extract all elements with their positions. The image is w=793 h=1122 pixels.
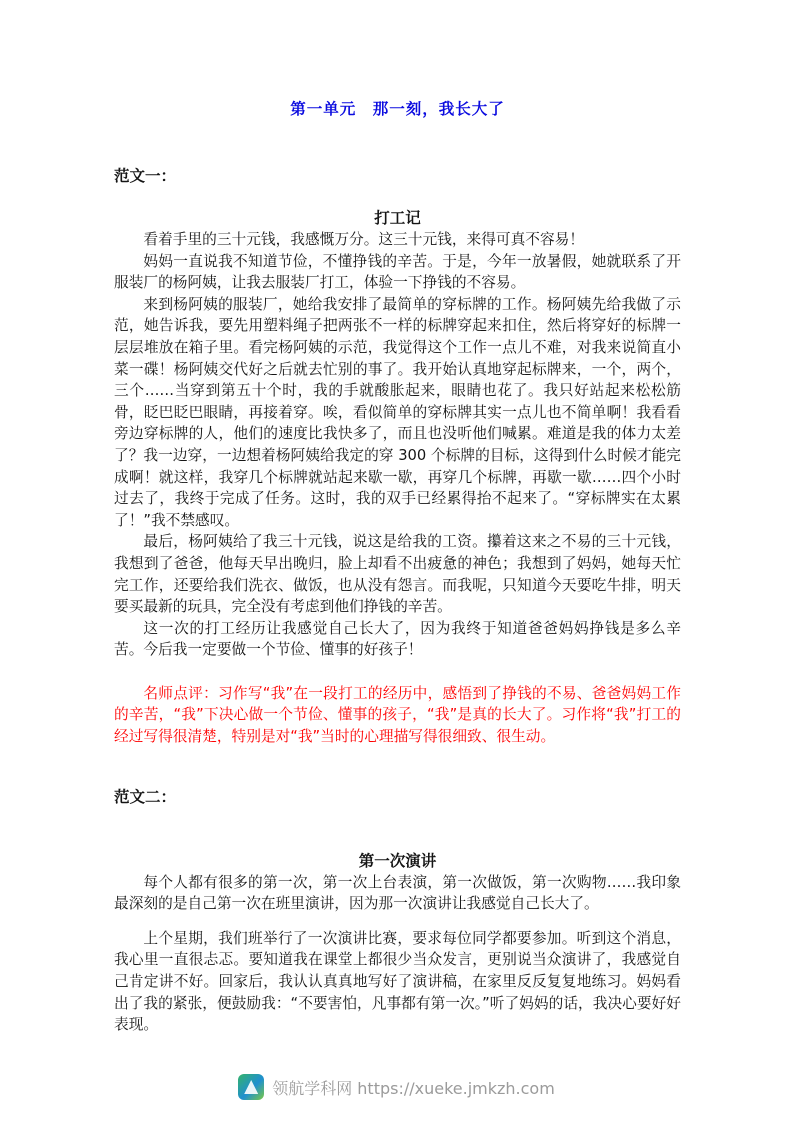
section-spacer <box>114 748 681 785</box>
essay1-title: 打工记 <box>374 209 421 227</box>
site-watermark-text: 领航学科网 https://xueke.jmkzh.com <box>272 1078 555 1098</box>
essay1-paragraph-5: 这一次的打工经历让我感觉自己长大了，因为我终于知道爸爸妈妈挣钱是多么辛苦。今后我一定要做一个节俭、懂事的好孩子！ <box>114 619 681 659</box>
essay2-paragraph-2: 上个星期，我们班举行了一次演讲比赛，要求每位同学都要参加。听到这个消息，我心里一直很忐忑。要知道我在课堂上都很少当众发言，更别说当众演讲了，我感觉自己肯定讲不好。回家后，我认认真真地写好了演讲稿，在家里反反复复地练习。妈妈看出了我的紧张，便鼓励我：“不要害怕，凡事都有第一次。”听了妈妈的话，我决心要好好表现。 <box>114 929 681 1034</box>
unit-title: 第一单元 那一刻，我长大了 <box>290 100 505 118</box>
essay1-section-label: 范文一： <box>114 167 177 185</box>
essay2-title: 第一次演讲 <box>358 851 437 870</box>
essay1-paragraph-2: 妈妈一直说我不知道节俭，不懂挣钱的辛苦。于是，今年一放暑假，她就联系了开服装厂的杨阿姨，让我去服装厂打工，体验一下挣钱的不容易。 <box>114 252 681 292</box>
teacher-comment: 名师点评：习作写“我”在一段打工的经历中，感悟到了挣钱的不易、爸爸妈妈工作的辛苦，“我”下决心做一个节俭、懂事的孩子，“我”是真的长大了。习作将“我”打工的经过写得很清楚，特别是对“我”当时的心理描写得很细致、很生动。 <box>114 684 681 746</box>
essay1-paragraph-3: 来到杨阿姨的服装厂，她给我安排了最简单的穿标牌的工作。杨阿姨先给我做了示范，她告诉我，要先用塑料绳子把两张不一样的标牌穿起来扣住，然后将穿好的标牌一层层堆放在箱子里。看完杨阿姨的示范，我觉得这个工作一点儿不难，对我来说简直小菜一碟！杨阿姨交代好之后就去忙别的事了。我开始认真地穿起标牌来，一个，两个，三个……当穿到第五十个时，我的手就酸胀起来，眼睛也花了。我只好站起来松松筋骨，眨巴眨巴眼睛，再接着穿。唉，看似简单的穿标牌其实一点儿也不简单啊！我看看旁边穿标牌的人，他们的速度比我快多了，而且也没听他们喊累。难道是我的体力太差了？我一边穿，一边想着杨阿姨给我定的穿 300 个标牌的目标，这得到什么时候才能完成啊！就这样，我穿几个标牌就站起来歇一歇，再穿几个标牌，再歇一歇……四个小时过去了，我终于完成了任务。这时，我的双手已经累得抬不起来了。“穿标牌实在太累了！”我不禁感叹。 <box>114 295 681 529</box>
site-logo-icon <box>238 1074 264 1100</box>
essay2-section-label: 范文二： <box>114 787 177 806</box>
spacer <box>114 827 681 849</box>
essay1-paragraph-1: 看着手里的三十元钱，我感慨万分。这三十元钱，来得可真不容易！ <box>143 231 585 248</box>
essay2-paragraph-1: 每个人都有很多的第一次，第一次上台表演，第一次做饭，第一次购物……我印象最深刻的是自己第一次在班里演讲，因为那一次演讲让我感觉自己长大了。 <box>114 873 681 913</box>
watermark-footer <box>0 1074 793 1100</box>
paragraph-spacer <box>114 915 681 928</box>
essay1-paragraph-4: 最后，杨阿姨给了我三十元钱，说这是给我的工资。攥着这来之不易的三十元钱，我想到了爸爸，他每天早出晚归，脸上却看不出疲惫的神色；我想到了妈妈，她每天忙完工作，还要给我们洗衣、做饭，也从没有怨言。而我呢，只知道今天要吃牛排，明天要买最新的玩具，完全没有考虑到他们挣钱的辛苦。 <box>114 533 681 616</box>
